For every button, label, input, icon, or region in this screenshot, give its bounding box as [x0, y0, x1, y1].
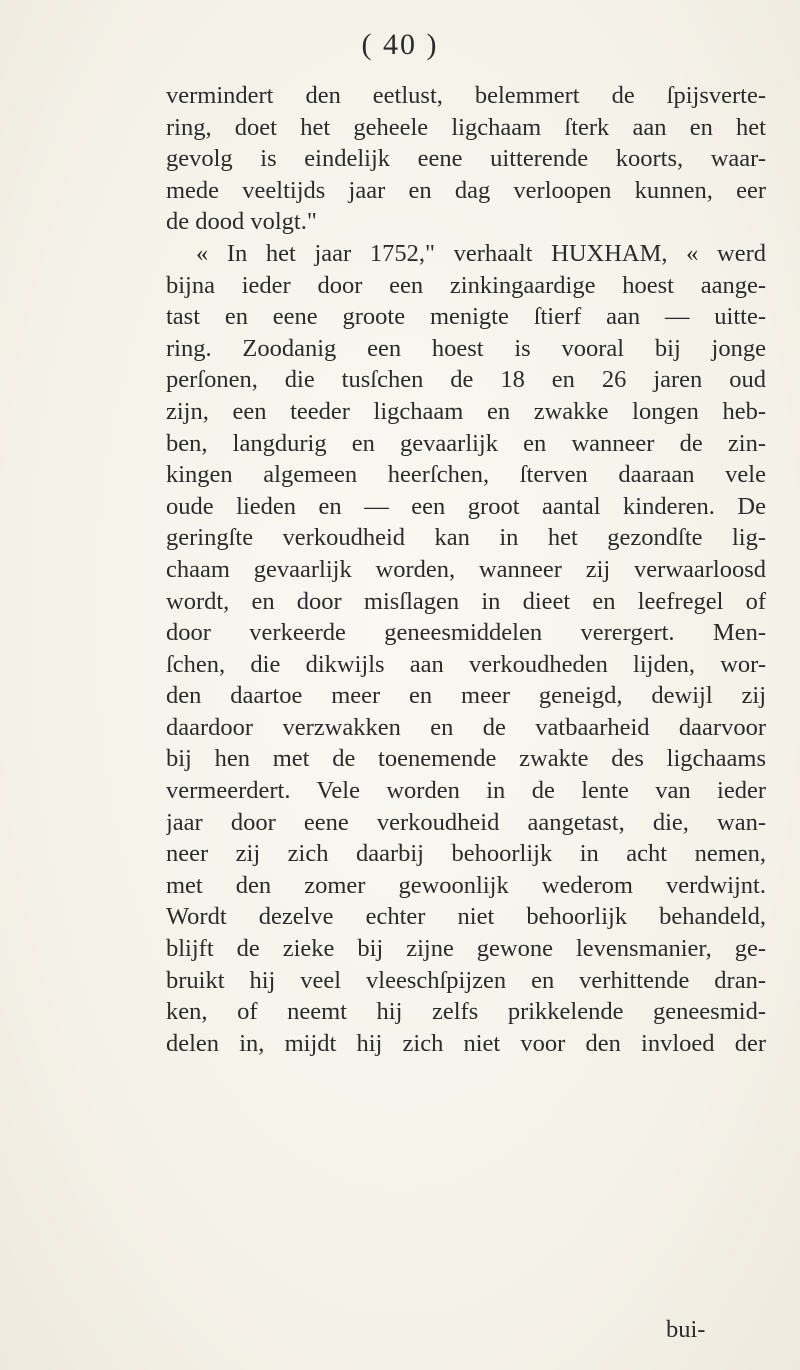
- text-line: de dood volgt.": [166, 208, 317, 236]
- text-line: oude lieden en — een groot aantal kinderen. De: [166, 492, 766, 520]
- text-line: den daartoe meer en meer geneigd, dewijl zij: [166, 682, 766, 710]
- text-line: bijna ieder door een zinkingaardige hoest aange-: [166, 271, 766, 299]
- text-line: bij hen met de toenemende zwakte des ligchaams: [166, 745, 766, 773]
- text-line: gevolg is eindelijk eene uitterende koorts, waar-: [166, 145, 766, 173]
- text-line: perſonen, die tusſchen de 18 en 26 jaren oud: [166, 366, 766, 394]
- text-line: door verkeerde geneesmiddelen verergert. Men-: [166, 619, 766, 647]
- text-line: met den zomer gewoonlijk wederom verdwijnt.: [166, 871, 766, 899]
- text-line: kingen algemeen heerſchen, ſterven daaraan vele: [166, 461, 766, 489]
- text-line: Wordt dezelve echter niet behoorlijk behandeld,: [166, 903, 766, 931]
- text-line: wordt, en door misſlagen in dieet en leefregel of: [166, 587, 766, 615]
- text-line: neer zij zich daarbij behoorlijk in acht nemen,: [166, 840, 766, 868]
- text-line: ſchen, die dikwijls aan verkoudheden lijden, wor-: [166, 650, 766, 678]
- text-line: ken, of neemt hij zelfs prikkelende geneesmid-: [166, 998, 766, 1026]
- text-line: « In het jaar 1752," verhaalt HUXHAM, « werd: [196, 239, 766, 267]
- text-line: ben, langdurig en gevaarlijk en wanneer de zin-: [166, 429, 766, 457]
- text-line: mede veeltijds jaar en dag verloopen kunnen, eer: [166, 176, 766, 204]
- text-line: delen in, mijdt hij zich niet voor den invloed der: [166, 1029, 766, 1057]
- text-line: ring. Zoodanig een hoest is vooral bij jonge: [166, 334, 766, 362]
- text-line: daardoor verzwakken en de vatbaarheid daarvoor: [166, 713, 766, 741]
- page-number: ( 40 ): [361, 28, 439, 61]
- text-line: tast en eene groote menigte ſtierf aan — uitte-: [166, 303, 766, 331]
- text-line: geringſte verkoudheid kan in het gezondſte lig-: [166, 524, 766, 552]
- text-line: vermindert den eetlust, belemmert de ſpijsverte-: [166, 82, 766, 109]
- text-line: zijn, een teeder ligchaam en zwakke longen heb-: [166, 397, 766, 425]
- text-line: blijft de zieke bij zijne gewone levensmanier, ge-: [166, 935, 766, 963]
- catchword: bui-: [666, 1316, 706, 1343]
- text-line: bruikt hij veel vleeschſpijzen en verhittende dran-: [166, 966, 766, 994]
- text-line: vermeerdert. Vele worden in de lente van ieder: [166, 777, 766, 805]
- text-line: ring, doet het geheele ligchaam ſterk aan en het: [166, 113, 766, 141]
- text-line: jaar door eene verkoudheid aangetast, die, wan-: [166, 808, 766, 836]
- text-line: chaam gevaarlijk worden, wanneer zij verwaarloosd: [166, 555, 766, 583]
- body-text: [166, 80, 766, 1059]
